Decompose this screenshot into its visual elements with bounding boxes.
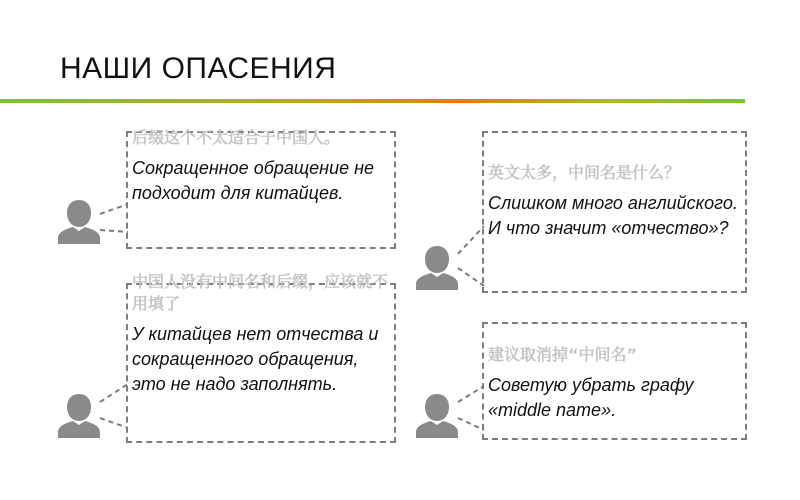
connector-2 [100, 384, 128, 402]
slide-title: НАШИ ОПАСЕНИЯ [60, 52, 337, 85]
concern-chinese-3: 英文太多，中间名是什么？ [488, 163, 681, 182]
concern-text-1 [132, 127, 394, 206]
connector-1 [100, 204, 128, 214]
concern-chinese-2: 中国人没有中间名和后缀，应该就不用填了 [132, 272, 389, 313]
connector-3b [458, 268, 484, 286]
connector-2b [100, 418, 128, 428]
concern-text-3 [488, 162, 744, 241]
concern-text-2 [132, 271, 392, 397]
concern-russian-1: Сокращенное обращение не подходит для китайцев. [132, 158, 375, 203]
person-icon [56, 392, 102, 438]
person-icon [56, 198, 102, 244]
person-icon [414, 392, 460, 438]
concern-chinese-1: 后缀这个不太适合于中国人。 [132, 128, 341, 147]
concern-russian-2: У китайцев нет отчества и сокращенного обращения, это не надо заполнять. [132, 324, 379, 394]
connector-4b [458, 418, 484, 430]
connector-4 [458, 386, 484, 402]
person-icon [414, 244, 460, 290]
concern-russian-3: Слишком много английского. И что значит «отчество»? [488, 193, 738, 238]
connector-3 [458, 226, 484, 254]
concern-russian-4: Советую убрать графу «middle name». [488, 375, 694, 420]
concern-chinese-4: 建议取消掉“中间名” [488, 345, 638, 364]
connector-1b [100, 230, 128, 232]
title-divider [0, 99, 745, 103]
concern-text-4 [488, 344, 744, 423]
